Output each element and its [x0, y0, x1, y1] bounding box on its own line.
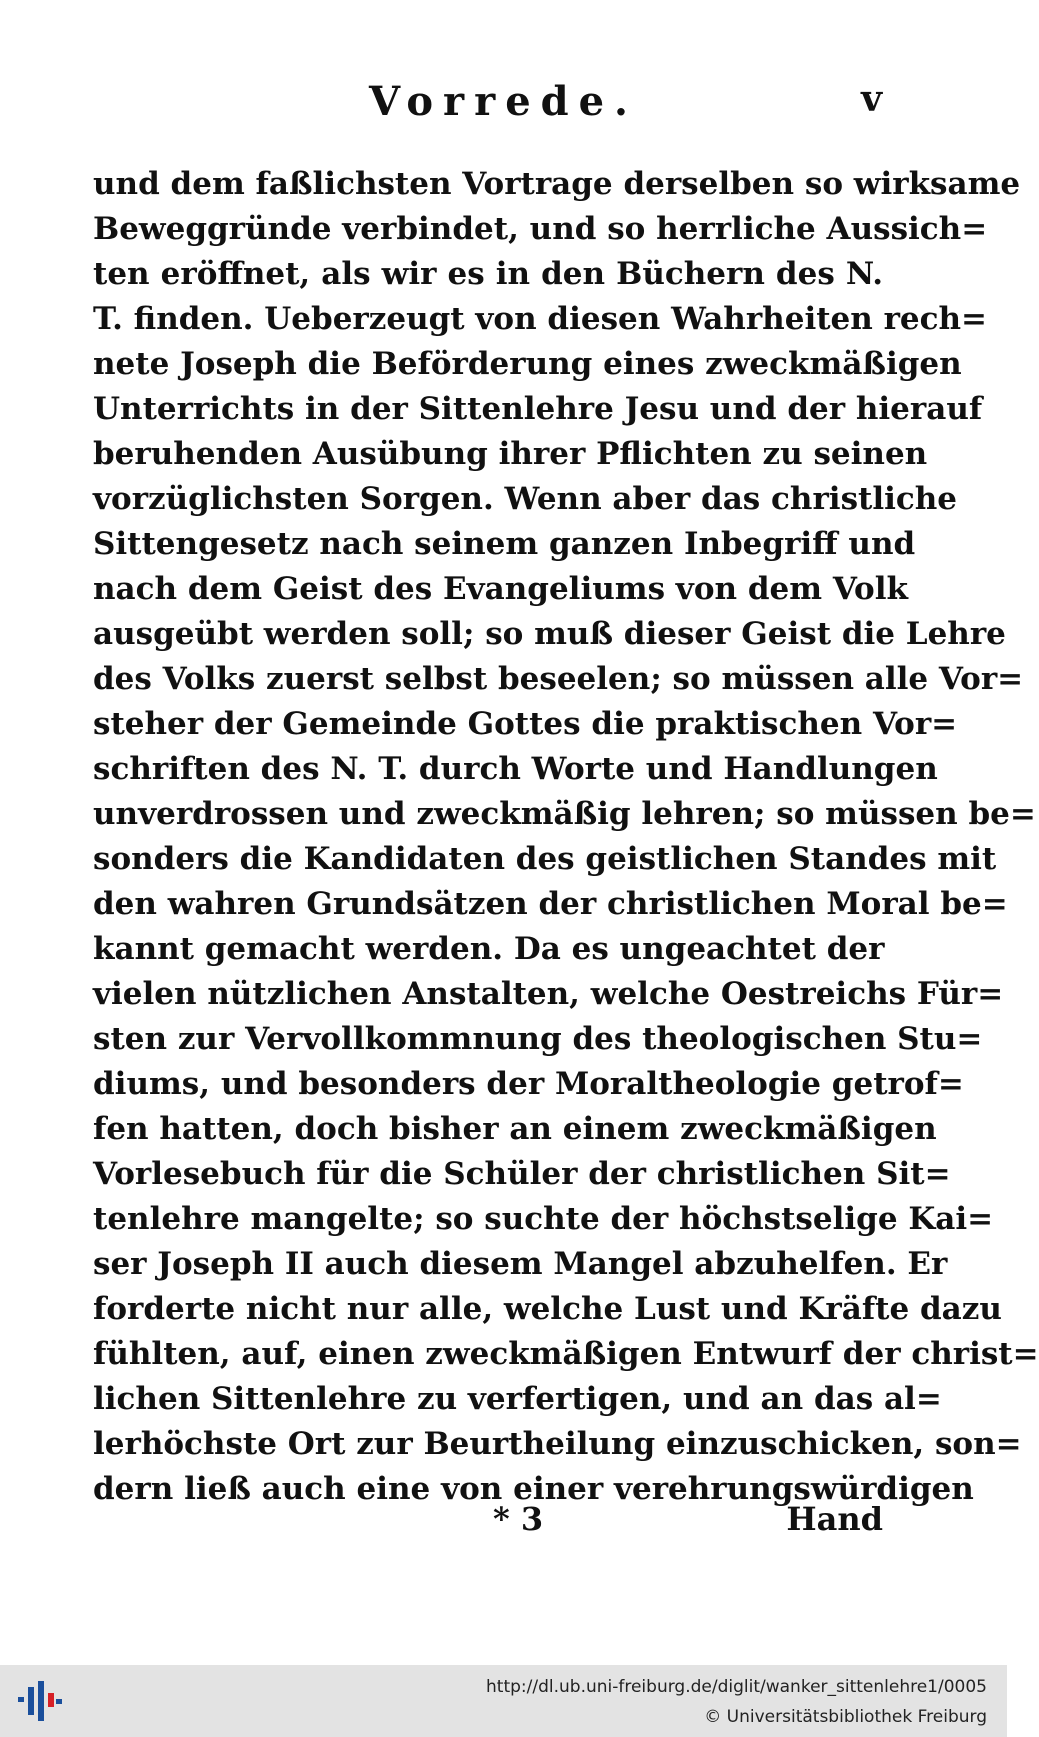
running-title: Vorrede. — [369, 78, 638, 125]
text-line: den wahren Grundsätzen der christlichen Moral be= — [93, 886, 1008, 922]
text-line: tenlehre mangelte; so suchte der höchstselige Kai= — [93, 1201, 994, 1237]
running-head — [0, 78, 1007, 138]
footer-bar — [0, 1665, 1007, 1737]
text-line: diums, und besonders der Moraltheologie getrof= — [93, 1066, 964, 1102]
text-line: ten eröffnet, als wir es in den Büchern des N. — [93, 256, 883, 292]
source-url-link[interactable]: http://dl.ub.uni-freiburg.de/diglit/wanker_sittenlehre1/0005 — [486, 1677, 987, 1697]
body-text — [93, 162, 1039, 1512]
text-line: lerhöchste Ort zur Beurtheilung einzuschicken, son= — [93, 1426, 1022, 1462]
text-line: sonders die Kandidaten des geistlichen Standes mit — [93, 841, 997, 877]
text-line: schriften des N. T. durch Worte und Handlungen — [93, 751, 938, 787]
text-line: fühlten, auf, einen zweckmäßigen Entwurf der christ= — [93, 1336, 1039, 1372]
text-line: steher der Gemeinde Gottes die praktischen Vor= — [93, 706, 958, 742]
text-line: fen hatten, doch bisher an einem zweckmäßigen — [93, 1111, 937, 1147]
text-line: sten zur Vervollkommnung des theologischen Stu= — [93, 1021, 983, 1057]
page-number: v — [861, 78, 882, 120]
text-line: nete Joseph die Beförderung eines zweckmäßigen — [93, 346, 962, 382]
text-line: T. finden. Ueberzeugt von diesen Wahrheiten rech= — [93, 301, 988, 337]
text-line: vielen nützlichen Anstalten, welche Oestreichs Für= — [93, 976, 1004, 1012]
text-line: Vorlesebuch für die Schüler der christlichen Sit= — [93, 1156, 951, 1192]
text-line: Sittengesetz nach seinem ganzen Inbegriff und — [93, 526, 916, 562]
page-foot — [93, 1500, 883, 1550]
text-line: lichen Sittenlehre zu verfertigen, und an das al= — [93, 1381, 942, 1417]
text-line: ser Joseph II auch diesem Mangel abzuhelfen. Er — [93, 1246, 948, 1282]
text-line: kannt gemacht werden. Da es ungeachtet der — [93, 931, 885, 967]
text-line: nach dem Geist des Evangeliums von dem Volk — [93, 571, 908, 607]
text-line: forderte nicht nur alle, welche Lust und Kräfte dazu — [93, 1291, 1002, 1327]
text-line: beruhenden Ausübung ihrer Pflichten zu seinen — [93, 436, 928, 472]
text-line: und dem faßlichsten Vortrage derselben so wirksame — [93, 166, 1021, 202]
text-line: des Volks zuerst selbst beseelen; so müssen alle Vor= — [93, 661, 1024, 697]
copyright-notice: © Universitätsbibliothek Freiburg — [704, 1707, 987, 1727]
text-line: vorzüglichsten Sorgen. Wenn aber das christliche — [93, 481, 958, 517]
text-line: ausgeübt werden soll; so muß dieser Geist die Lehre — [93, 616, 1006, 652]
ub-freiburg-logo-icon — [18, 1681, 62, 1721]
signature-mark: * 3 — [493, 1500, 544, 1538]
text-line: Beweggründe verbindet, und so herrliche Aussich= — [93, 211, 988, 247]
text-line: unverdrossen und zweckmäßig lehren; so müssen be= — [93, 796, 1036, 832]
text-line: dern ließ auch eine von einer verehrungswürdigen — [93, 1471, 974, 1507]
text-line: Unterrichts in der Sittenlehre Jesu und der hierauf — [93, 391, 983, 427]
catchword: Hand — [786, 1500, 883, 1538]
